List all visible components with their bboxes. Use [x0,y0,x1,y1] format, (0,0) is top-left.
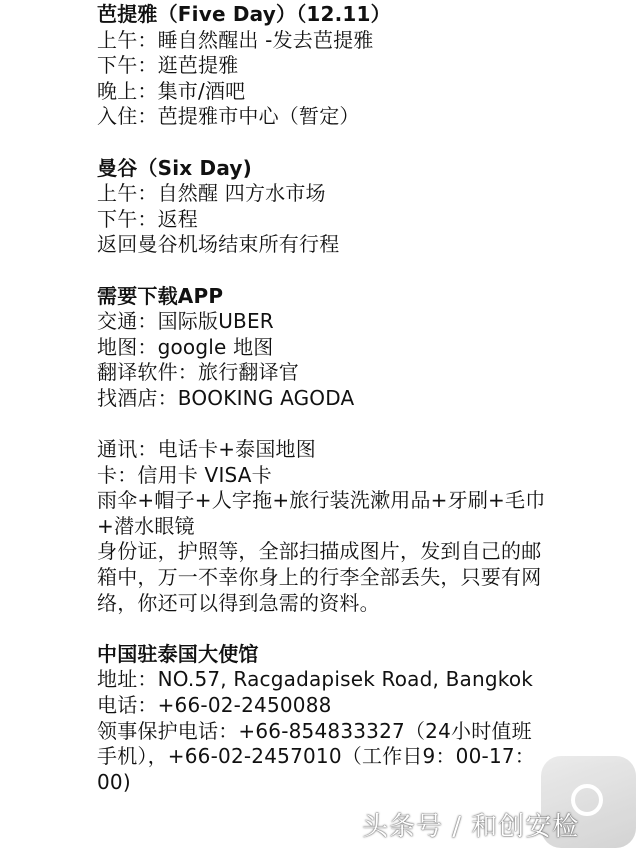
packing-list: 雨伞+帽子+人字拖+旅行装洗漱用品+牙刷+毛巾+潜水眼镜 [97,488,546,538]
document-body [97,2,627,795]
app-line: 地图：google 地图 [97,334,274,359]
essentials-line: 卡：信用卡 VISA卡 [97,462,272,487]
section-spacer [97,412,627,438]
app-line: 交通：国际版UBER [97,309,274,334]
section-heading: 需要下载APP [97,283,224,308]
section-essentials [97,437,627,616]
itinerary-line: 晚上：集市/酒吧 [97,78,246,103]
app-line: 翻译软件：旅行翻译官 [97,360,299,385]
section-spacer [97,130,627,156]
itinerary-line: 返回曼谷机场结束所有行程 [97,232,340,257]
section-apps [97,284,627,412]
section-spacer [97,616,627,642]
section-spacer [97,258,627,284]
section-heading: 曼谷（Six Day) [97,155,252,180]
embassy-phone: 电话：+66-02-2450088 [97,693,332,718]
itinerary-line: 下午：逛芭提雅 [97,53,239,78]
document-backup-tip: 身份证，护照等，全部扫描成图片，发到自己的邮箱中，万一不幸你身上的行李全部丢失，只要有网络，你还可以得到急需的资料。 [97,539,542,615]
itinerary-line: 入住：芭提雅市中心（暂定） [97,104,360,129]
embassy-address: 地址：NO.57, Racgadapisek Road, Bangkok [97,667,534,692]
itinerary-line: 下午：返程 [97,206,198,231]
watermark: 头条号 / 和创安检 [362,811,580,842]
itinerary-line: 上午：睡自然醒出 -发去芭提雅 [97,27,374,52]
app-line: 找酒店：BOOKING AGODA [97,385,355,410]
section-heading: 芭提雅（Five Day）（12.11） [97,2,391,26]
consular-phone: 领事保护电话：+66-854833327（24小时值班手机），+66-02-2457010（工作日9：00-17：00) [97,718,536,794]
section-pattaya [97,2,627,130]
section-bangkok [97,156,627,258]
section-heading: 中国驻泰国大使馆 [97,641,259,666]
essentials-line: 通讯：电话卡+泰国地图 [97,437,316,462]
itinerary-line: 上午：自然醒 四方水市场 [97,181,326,206]
